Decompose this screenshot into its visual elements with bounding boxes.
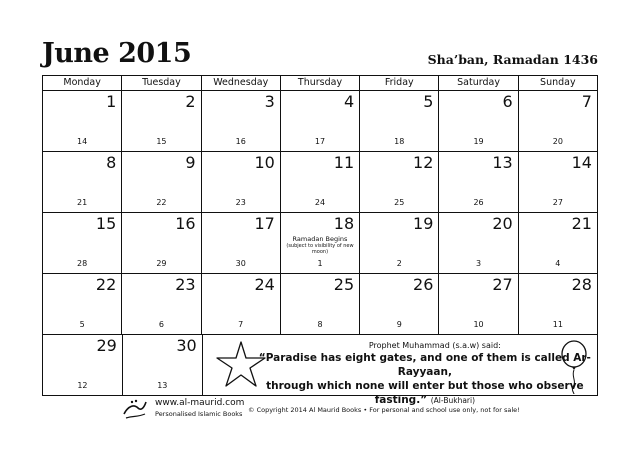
day-cell xyxy=(281,274,360,334)
hijri-date: 23 xyxy=(235,198,246,207)
hijri-date: 25 xyxy=(394,198,405,207)
day-cell xyxy=(439,213,518,273)
weekday-label: Tuesday xyxy=(122,76,201,90)
hijri-date: 2 xyxy=(396,259,402,268)
day-cell xyxy=(43,213,122,273)
gregorian-date: 17 xyxy=(254,214,275,233)
week-row xyxy=(43,91,597,152)
hijri-date: 27 xyxy=(552,198,563,207)
ramadan-note-subtitle: (subject to visibility of new moon) xyxy=(286,243,354,255)
gregorian-date: 10 xyxy=(254,153,275,172)
day-cell xyxy=(202,274,281,334)
gregorian-date: 3 xyxy=(264,92,275,111)
ramadan-note xyxy=(285,235,355,255)
gregorian-date: 14 xyxy=(571,153,592,172)
gregorian-date: 18 xyxy=(333,214,355,233)
hijri-date: 7 xyxy=(238,320,244,329)
day-cell xyxy=(360,91,439,151)
weekday-label: Thursday xyxy=(281,76,360,90)
publisher-tagline: Personalised Islamic Books xyxy=(155,410,243,418)
hijri-date: 8 xyxy=(317,320,323,329)
hijri-date: 29 xyxy=(156,259,167,268)
day-cell xyxy=(43,335,123,395)
day-cell xyxy=(202,91,281,151)
day-cell xyxy=(439,152,518,212)
hadith-intro: Prophet Muhammad (s.a.w) said: xyxy=(368,341,501,350)
day-cell xyxy=(281,91,360,151)
week-row xyxy=(43,152,597,213)
hadith-quote xyxy=(203,341,597,408)
hijri-date: 22 xyxy=(156,198,167,207)
hijri-date: 14 xyxy=(77,137,88,146)
day-cell xyxy=(519,274,597,334)
ramadan-note-title: Ramadan Begins xyxy=(292,235,348,243)
day-cell xyxy=(43,274,122,334)
page-title: June 2015 xyxy=(42,38,192,69)
hijri-date: 3 xyxy=(476,259,482,268)
day-cell xyxy=(122,152,201,212)
gregorian-date: 24 xyxy=(254,275,275,294)
weekday-label: Monday xyxy=(43,76,122,90)
gregorian-date: 15 xyxy=(95,214,117,233)
gregorian-date: 19 xyxy=(413,214,434,233)
hijri-date: 6 xyxy=(158,320,164,329)
day-cell xyxy=(281,213,360,273)
gregorian-date: 30 xyxy=(176,336,197,355)
day-cell xyxy=(439,274,518,334)
gregorian-date: 20 xyxy=(492,214,513,233)
hijri-date: 28 xyxy=(77,259,88,268)
hijri-date: 30 xyxy=(235,259,246,268)
hijri-date: 26 xyxy=(473,198,484,207)
gregorian-date: 2 xyxy=(185,92,196,111)
day-cell xyxy=(122,213,201,273)
weekday-header xyxy=(43,76,597,91)
gregorian-date: 5 xyxy=(423,92,434,111)
hijri-date: 17 xyxy=(314,137,326,146)
gregorian-date: 25 xyxy=(333,275,355,294)
gregorian-date: 23 xyxy=(175,275,196,294)
gregorian-date: 12 xyxy=(413,153,434,172)
gregorian-date: 7 xyxy=(581,92,592,111)
week-row xyxy=(43,213,597,274)
weekday-label: Wednesday xyxy=(202,76,281,90)
day-cell xyxy=(519,213,597,273)
publisher-logo-icon xyxy=(120,396,150,422)
week-row xyxy=(43,274,597,335)
gregorian-date: 11 xyxy=(333,153,355,172)
hijri-date: 5 xyxy=(79,320,85,329)
day-cell xyxy=(360,152,439,212)
gregorian-date: 8 xyxy=(106,153,117,172)
hijri-date: 11 xyxy=(552,320,563,329)
gregorian-date: 16 xyxy=(175,214,196,233)
day-cell xyxy=(519,152,597,212)
hijri-date: 24 xyxy=(314,198,326,207)
copyright-notice: © Copyright 2014 Al Maurid Books • For personal and school use only, not for sale! xyxy=(248,406,520,414)
day-cell xyxy=(281,152,360,212)
gregorian-date: 28 xyxy=(571,275,592,294)
hijri-date: 19 xyxy=(473,137,484,146)
hadith-panel xyxy=(203,335,597,406)
hijri-date: 12 xyxy=(77,381,88,390)
hijri-date: 15 xyxy=(156,137,167,146)
gregorian-date: 1 xyxy=(106,92,117,111)
day-cell xyxy=(360,274,439,334)
day-cell xyxy=(43,91,122,151)
day-cell xyxy=(202,152,281,212)
publisher-website: www.al-maurid.com xyxy=(155,398,245,408)
hijri-date: 10 xyxy=(473,320,484,329)
weekday-label: Sunday xyxy=(540,77,576,88)
day-cell xyxy=(123,335,203,395)
weekday-label: Friday xyxy=(360,76,439,90)
day-cell xyxy=(519,91,597,151)
day-cell xyxy=(43,152,122,212)
gregorian-date: 9 xyxy=(185,153,196,172)
hijri-date: 20 xyxy=(552,137,563,146)
day-cell xyxy=(439,91,518,151)
balloon-icon xyxy=(559,339,589,395)
day-cell xyxy=(360,213,439,273)
gregorian-date: 4 xyxy=(343,92,355,111)
gregorian-date: 6 xyxy=(502,92,513,111)
day-cell xyxy=(122,91,201,151)
hijri-date: 1 xyxy=(317,259,323,268)
gregorian-date: 26 xyxy=(413,275,434,294)
gregorian-date: 21 xyxy=(571,214,592,233)
day-cell xyxy=(202,213,281,273)
hadith-line-2: through which none will enter but those who observe fasting.” xyxy=(266,380,584,406)
hadith-reference: (Al-Bukhari) xyxy=(430,396,476,405)
weekday-label: Saturday xyxy=(439,76,518,90)
gregorian-date: 29 xyxy=(96,336,117,355)
hijri-date: 21 xyxy=(77,198,88,207)
hijri-date: 16 xyxy=(235,137,246,146)
hijri-date: 9 xyxy=(396,320,402,329)
gregorian-date: 27 xyxy=(492,275,513,294)
day-cell xyxy=(122,274,201,334)
hijri-date: 18 xyxy=(394,137,405,146)
hijri-date: 4 xyxy=(555,259,561,268)
hadith-line-1: “Paradise has eight gates, and one of them is called Ar-Rayyaan, xyxy=(258,352,591,378)
gregorian-date: 13 xyxy=(492,153,513,172)
gregorian-date: 22 xyxy=(95,275,117,294)
hijri-months: Sha’ban, Ramadan 1436 xyxy=(427,52,598,67)
hijri-date: 13 xyxy=(157,381,168,390)
